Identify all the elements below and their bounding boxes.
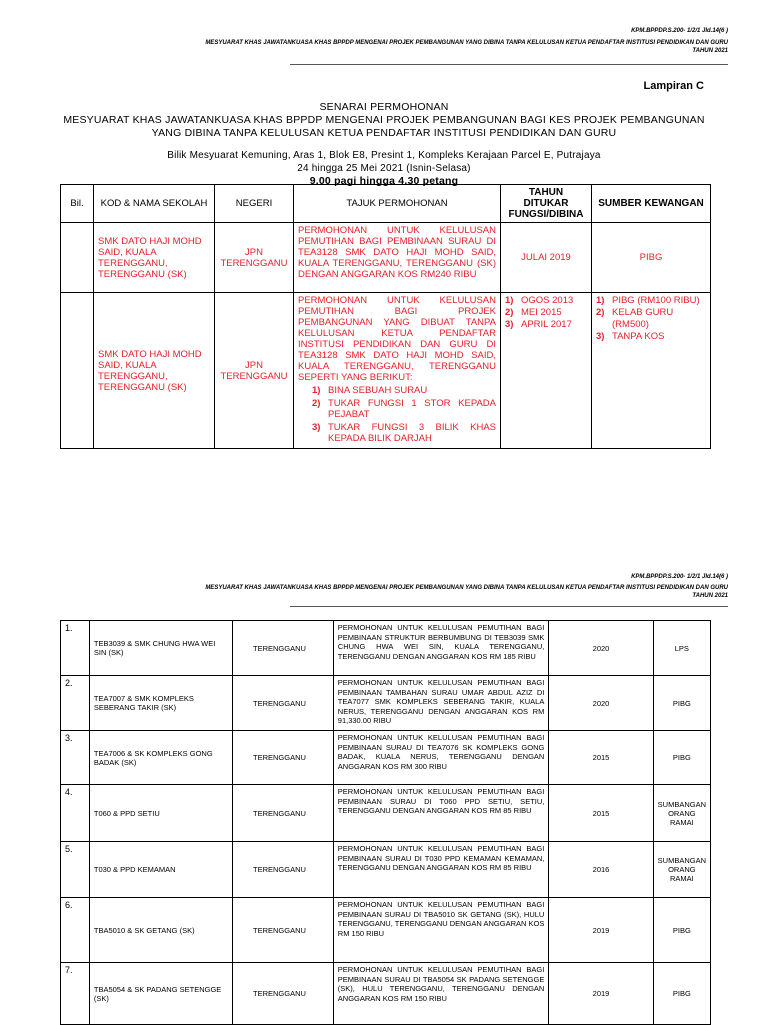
list-item-number: 2) bbox=[596, 307, 605, 318]
row-title bbox=[294, 293, 501, 449]
list-item-text: TANPA KOS bbox=[612, 331, 665, 342]
document-reference: KPM.BPPDP.S.200- 1/2/1 Jld.14(6 ) bbox=[631, 28, 728, 34]
list-item-number: 3) bbox=[596, 331, 605, 342]
list-item-number: 3) bbox=[505, 319, 514, 330]
meeting-title-text: MESYUARAT KHAS JAWATANKUASA KHAS BPPDP MENGENAI PROJEK PEMBANGUNAN YANG DIBINA TANPA KELULUSAN KETUA PENDAFTAR INSTITUSI PENDIDIKAN DAN GURU bbox=[205, 40, 728, 46]
meeting-title-text: MESYUARAT KHAS JAWATANKUASA KHAS BPPDP MENGENAI PROJEK PEMBANGUNAN YANG DIBINA TANPA KELULUSAN KETUA PENDAFTAR INSTITUSI PENDIDIKAN DAN GURU bbox=[205, 585, 728, 591]
row-state: TERENGGANU bbox=[233, 731, 334, 785]
list-item bbox=[312, 422, 496, 444]
row-year: 2019 bbox=[549, 963, 653, 1025]
table-header-row bbox=[61, 185, 711, 223]
list-item-number: 2) bbox=[312, 398, 321, 409]
meeting-title-header bbox=[72, 39, 728, 55]
row-school: TBA5054 & SK PADANG SETENGGE (SK) bbox=[89, 963, 232, 1025]
table-row bbox=[61, 898, 711, 963]
row-fundings bbox=[592, 293, 711, 449]
row-number: 2. bbox=[61, 676, 90, 731]
meeting-title-header bbox=[72, 584, 728, 600]
table-row bbox=[61, 293, 711, 449]
row-school: SMK DATO HAJI MOHD SAID, KUALA TERENGGANU, TERENGGANU (SK) bbox=[94, 293, 215, 449]
row-number: 5. bbox=[61, 842, 90, 898]
header-year: TAHUN DITUKAR FUNGSI/DIBINA bbox=[501, 185, 592, 223]
row-title-text: PERMOHONAN UNTUK KELULUSAN PEMUTIHAN BAGI PROJEK PEMBANGUNAN YANG DIBUAT TANPA KELULUSAN KETUA PENDAFTAR INSTITUSI PENDIDIKAN DAN GURU DI TEA3128 SMK DATO HAJI MOHD SAID, KUALA TERENGGANU, TERENGGANU SEPERTI YANG BERIKUT: bbox=[298, 295, 496, 383]
row-state: TERENGGANU bbox=[233, 785, 334, 842]
header-divider bbox=[290, 606, 728, 607]
row-funding: PIBG bbox=[653, 676, 710, 731]
row-funding: PIBG bbox=[653, 898, 710, 963]
row-state: TERENGGANU bbox=[233, 676, 334, 731]
list-item bbox=[596, 295, 706, 307]
table-row bbox=[61, 223, 711, 293]
applications-table-2 bbox=[60, 620, 711, 1025]
row-year: 2015 bbox=[549, 785, 653, 842]
list-item-number: 1) bbox=[312, 385, 321, 396]
list-item-text: KELAB GURU (RM500) bbox=[612, 307, 674, 330]
list-item bbox=[505, 295, 587, 307]
list-item-text: APRIL 2017 bbox=[521, 319, 572, 330]
row-number: 7. bbox=[61, 963, 90, 1025]
header-school: KOD & NAMA SEKOLAH bbox=[94, 185, 215, 223]
row-funding: PIBG bbox=[653, 731, 710, 785]
table-row bbox=[61, 621, 711, 676]
row-year: JULAI 2019 bbox=[501, 223, 592, 293]
heading-line-2: MESYUARAT KHAS JAWATANKUASA KHAS BPPDP MENGENAI PROJEK PEMBANGUNAN BAGI KES PROJEK PEMBANGUNAN bbox=[63, 114, 705, 126]
row-funding: PIBG bbox=[653, 963, 710, 1025]
list-item-text: PIBG (RM100 RIBU) bbox=[612, 295, 700, 306]
list-item-number: 2) bbox=[505, 307, 514, 318]
list-item-text: TUKAR FUNGSI 1 STOR KEPADA PEJABAT bbox=[328, 398, 496, 420]
list-item-text: BINA SEBUAH SURAU bbox=[328, 385, 428, 396]
list-item bbox=[312, 398, 496, 420]
row-funding: SUMBANGAN ORANG RAMAI bbox=[653, 842, 710, 898]
header-divider bbox=[290, 64, 728, 65]
row-state: TERENGGANU bbox=[233, 621, 334, 676]
row-state: JPN TERENGGANU bbox=[215, 223, 294, 293]
table-row bbox=[61, 785, 711, 842]
row-number: 4. bbox=[61, 785, 90, 842]
row-funding: SUMBANGAN ORANG RAMAI bbox=[653, 785, 710, 842]
meeting-time: 9.00 pagi hingga 4.30 petang bbox=[309, 175, 459, 187]
list-item bbox=[505, 319, 587, 331]
row-school: TEB3039 & SMK CHUNG HWA WEI SIN (SK) bbox=[89, 621, 232, 676]
row-title: PERMOHONAN UNTUK KELULUSAN PEMUTIHAN BAGI PEMBINAAN SURAU DI T060 PPD SETIU, SETIU, TERENGGANU DENGAN ANGGARAN KOS RM 85 RIBU bbox=[333, 785, 549, 842]
row-state: TERENGGANU bbox=[233, 963, 334, 1025]
list-item bbox=[596, 307, 706, 331]
row-state: TERENGGANU bbox=[233, 898, 334, 963]
list-item bbox=[312, 385, 496, 396]
row-school: T060 & PPD SETIU bbox=[89, 785, 232, 842]
row-year: 2019 bbox=[549, 898, 653, 963]
years-list bbox=[505, 295, 587, 331]
row-number: 3. bbox=[61, 731, 90, 785]
list-item-text: OGOS 2013 bbox=[521, 295, 574, 306]
row-funding: LPS bbox=[653, 621, 710, 676]
document-reference: KPM.BPPDP.S.200- 1/2/1 Jld.14(6 ) bbox=[631, 574, 728, 580]
row-title: PERMOHONAN UNTUK KELULUSAN PEMUTIHAN BAGI PEMBINAAN TAMBAHAN SURAU UMAR ABDUL AZIZ DI TEA7077 SMK KOMPLEKS SEBERANG TAKIR, KUALA NERUS, TERENGGANU DENGAN ANGGARAN KOS RM 91,330.00 RIBU bbox=[333, 676, 549, 731]
row-state: TERENGGANU bbox=[233, 842, 334, 898]
list-item-text: MEI 2015 bbox=[521, 307, 562, 318]
table-row bbox=[61, 676, 711, 731]
list-item-number: 1) bbox=[596, 295, 605, 306]
row-bil bbox=[61, 223, 94, 293]
row-years bbox=[501, 293, 592, 449]
header-title: TAJUK PERMOHONAN bbox=[294, 185, 501, 223]
meeting-dates: 24 hingga 25 Mei 2021 (Isnin-Selasa) bbox=[297, 163, 471, 174]
row-title: PERMOHONAN UNTUK KELULUSAN PEMUTIHAN BAGI PEMBINAAN SURAU DI TEA3128 SMK DATO HAJI MOHD SAID, KUALA TERENGGANU, TERENGGANU (SK) DENGAN ANGGARAN KOS RM240 RIBU bbox=[294, 223, 501, 293]
row-title: PERMOHONAN UNTUK KELULUSAN PEMUTIHAN BAGI PEMBINAAN SURAU DI TEA7076 SK KOMPLEKS GONG BADAK, KUALA NERUS, TERENGGANU DENGAN ANGGARAN KOS RM 300 RIBU bbox=[333, 731, 549, 785]
table-row bbox=[61, 731, 711, 785]
project-items-list bbox=[312, 385, 496, 444]
list-item bbox=[596, 331, 706, 343]
meeting-venue: Bilik Mesyuarat Kemuning, Aras 1, Blok E8, Presint 1, Kompleks Kerajaan Parcel E, Putrajaya bbox=[167, 150, 601, 161]
row-school: TEA7007 & SMK KOMPLEKS SEBERANG TAKIR (SK) bbox=[89, 676, 232, 731]
row-bil bbox=[61, 293, 94, 449]
row-title: PERMOHONAN UNTUK KELULUSAN PEMUTIHAN BAGI PEMBINAAN SURAU DI TBA5010 SK GETANG (SK), HULU TERENGGANU, TERENGGANU DENGAN ANGGARAN KOS RM 150 RIBU bbox=[333, 898, 549, 963]
header-state: NEGERI bbox=[215, 185, 294, 223]
row-title: PERMOHONAN UNTUK KELULUSAN PEMUTIHAN BAGI PEMBINAAN SURAU DI T030 PPD KEMAMAN KEMAMAN, TERENGGANU DENGAN ANGGARAN KOS RM 85 RIBU bbox=[333, 842, 549, 898]
list-item-number: 3) bbox=[312, 422, 321, 433]
row-number: 6. bbox=[61, 898, 90, 963]
row-number: 1. bbox=[61, 621, 90, 676]
table-row bbox=[61, 842, 711, 898]
appendix-label: Lampiran C bbox=[643, 80, 704, 92]
funding-list bbox=[596, 295, 706, 343]
row-title: PERMOHONAN UNTUK KELULUSAN PEMUTIHAN BAGI PEMBINAAN SURAU DI TBA5054 SK PADANG SETENGGE (SK), HULU TERENGGANU, TERENGGANU DENGAN ANGGARAN KOS RM 150 RIBU bbox=[333, 963, 549, 1025]
row-title: PERMOHONAN UNTUK KELULUSAN PEMUTIHAN BAGI PEMBINAAN STRUKTUR BERBUMBUNG DI TEB3039 SMK CHUNG HWA WEI SIN, KUALA TERENGGANU, TERENGGANU DENGAN ANGGARAN KOS RM 185 RIBU bbox=[333, 621, 549, 676]
table-row bbox=[61, 963, 711, 1025]
row-school: T030 & PPD KEMAMAN bbox=[89, 842, 232, 898]
header-funding: SUMBER KEWANGAN bbox=[592, 185, 711, 223]
applications-table-1 bbox=[60, 184, 711, 449]
row-school: TBA5010 & SK GETANG (SK) bbox=[89, 898, 232, 963]
list-item-number: 1) bbox=[505, 295, 514, 306]
list-item-text: TUKAR FUNGSI 3 BILIK KHAS KEPADA BILIK DARJAH bbox=[328, 422, 496, 444]
row-funding: PIBG bbox=[592, 223, 711, 293]
list-item bbox=[505, 307, 587, 319]
meeting-year-text: TAHUN 2021 bbox=[692, 48, 728, 54]
row-year: 2015 bbox=[549, 731, 653, 785]
row-year: 2020 bbox=[549, 676, 653, 731]
row-state: JPN TERENGGANU bbox=[215, 293, 294, 449]
heading-line-1: SENARAI PERMOHONAN bbox=[319, 101, 449, 113]
document-heading bbox=[40, 101, 728, 188]
heading-line-3: YANG DIBINA TANPA KELULUSAN KETUA PENDAFTAR INSTITUSI PENDIDIKAN DAN GURU bbox=[151, 127, 617, 139]
header-bil: Bil. bbox=[61, 185, 94, 223]
row-year: 2016 bbox=[549, 842, 653, 898]
row-school: TEA7006 & SK KOMPLEKS GONG BADAK (SK) bbox=[89, 731, 232, 785]
row-year: 2020 bbox=[549, 621, 653, 676]
row-school: SMK DATO HAJI MOHD SAID, KUALA TERENGGANU, TERENGGANU (SK) bbox=[94, 223, 215, 293]
meeting-year-text: TAHUN 2021 bbox=[692, 593, 728, 599]
